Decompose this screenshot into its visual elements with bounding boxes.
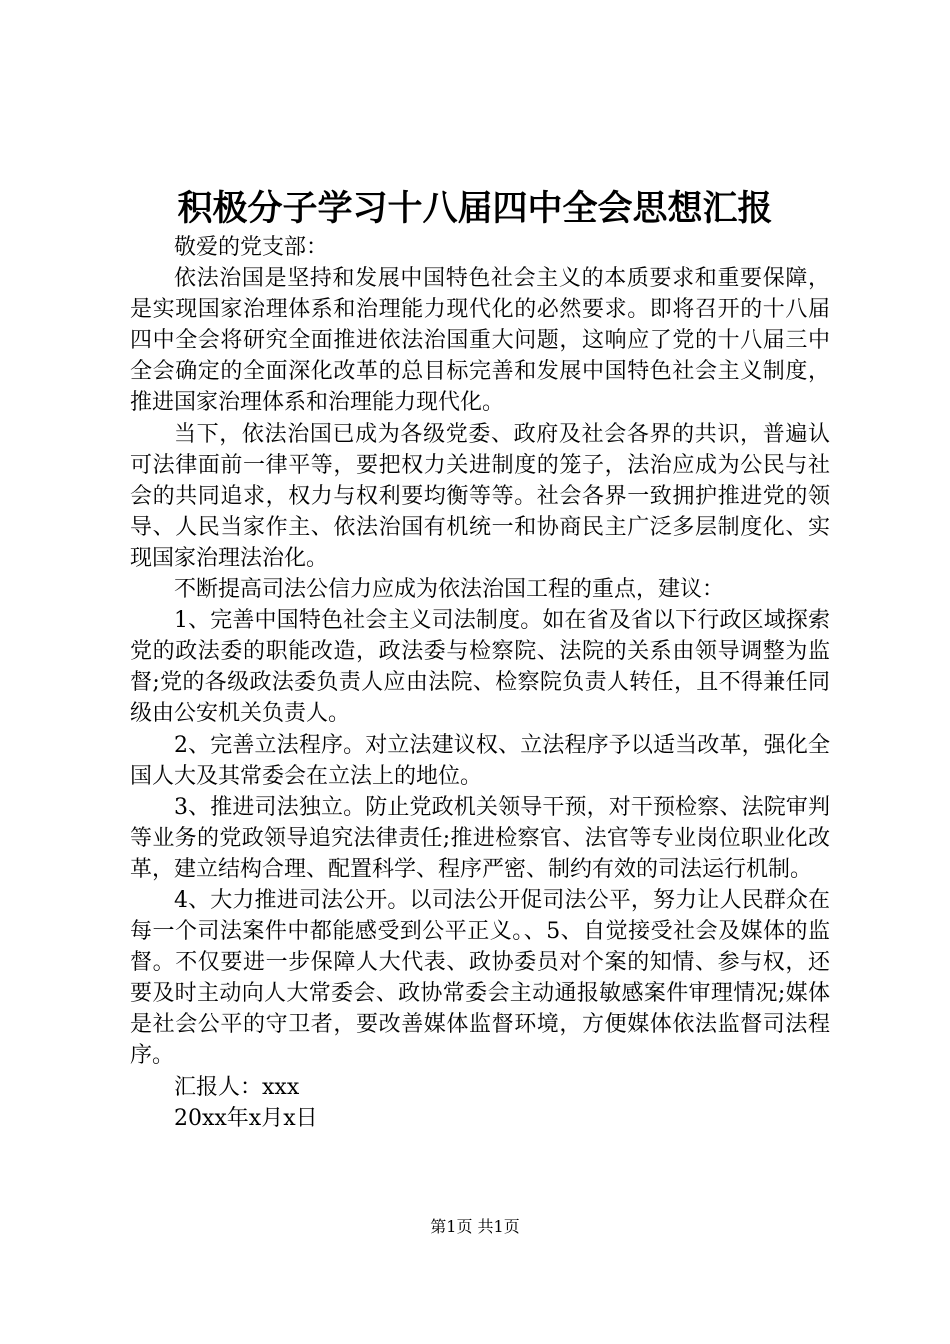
date-line: 20xx年x月x日	[174, 1105, 318, 1131]
body-paragraph: 依法治国是坚持和发展中国特色社会主义的本质要求和重要保障，是实现国家治理体系和治理能力现代化的必然要求。即将召开的十八届四中全会将研究全面推进依法治国重大问题，这响应了党的十八届三中全会确定的全面深化改革的总目标完善和发展中国特色社会主义制度，推进国家治理体系和治理能力现代化。	[130, 266, 830, 416]
document-body	[130, 232, 830, 1134]
document-title: 积极分子学习十八届四中全会思想汇报	[177, 188, 773, 229]
reporter-line: 汇报人：xxx	[174, 1074, 300, 1100]
body-paragraph: 1、完善中国特色社会主义司法制度。如在省及省以下行政区域探索党的政法委的职能改造，政法委与检察院、法院的关系由领导调整为监督;党的各级政法委负责人应由法院、检察院负责人转任，且不得兼任同级由公安机关负责人。	[130, 608, 830, 727]
body-paragraph: 4、大力推进司法公开。以司法公开促司法公平，努力让人民群众在每一个司法案件中都能感受到公平正义。、5、自觉接受社会及媒体的监督。不仅要进一步保障人大代表、政协委员对个案的知情、参与权，还要及时主动向人大常委会、政协常委会主动通报敏感案件审理情况;媒体是社会公平的守卫者，要改善媒体监督环境，方便媒体依法监督司法程序。	[130, 887, 830, 1069]
body-paragraph: 不断提高司法公信力应成为依法治国工程的重点，建议：	[174, 577, 725, 603]
body-paragraph: 3、推进司法独立。防止党政机关领导干预，对干预检察、法院审判等业务的党政领导追究法律责任;推进检察官、法官等专业岗位职业化改革，建立结构合理、配置科学、程序严密、制约有效的司法运行机制。	[130, 794, 830, 882]
body-paragraph: 2、完善立法程序。对立法建议权、立法程序予以适当改革，强化全国人大及其常委会在立法上的地位。	[130, 732, 830, 789]
salutation: 敬爱的党支部：	[174, 235, 329, 260]
page-number: 第1页 共1页	[430, 1217, 520, 1236]
body-paragraph: 当下，依法治国已成为各级党委、政府及社会各界的共识，普遍认可法律面前一律平等，要把权力关进制度的笼子，法治应成为公民与社会的共同追求，权力与权利要均衡等等。社会各界一致拥护推进党的领导、人民当家作主、依法治国有机统一和协商民主广泛多层制度化、实现国家治理法治化。	[130, 421, 830, 571]
